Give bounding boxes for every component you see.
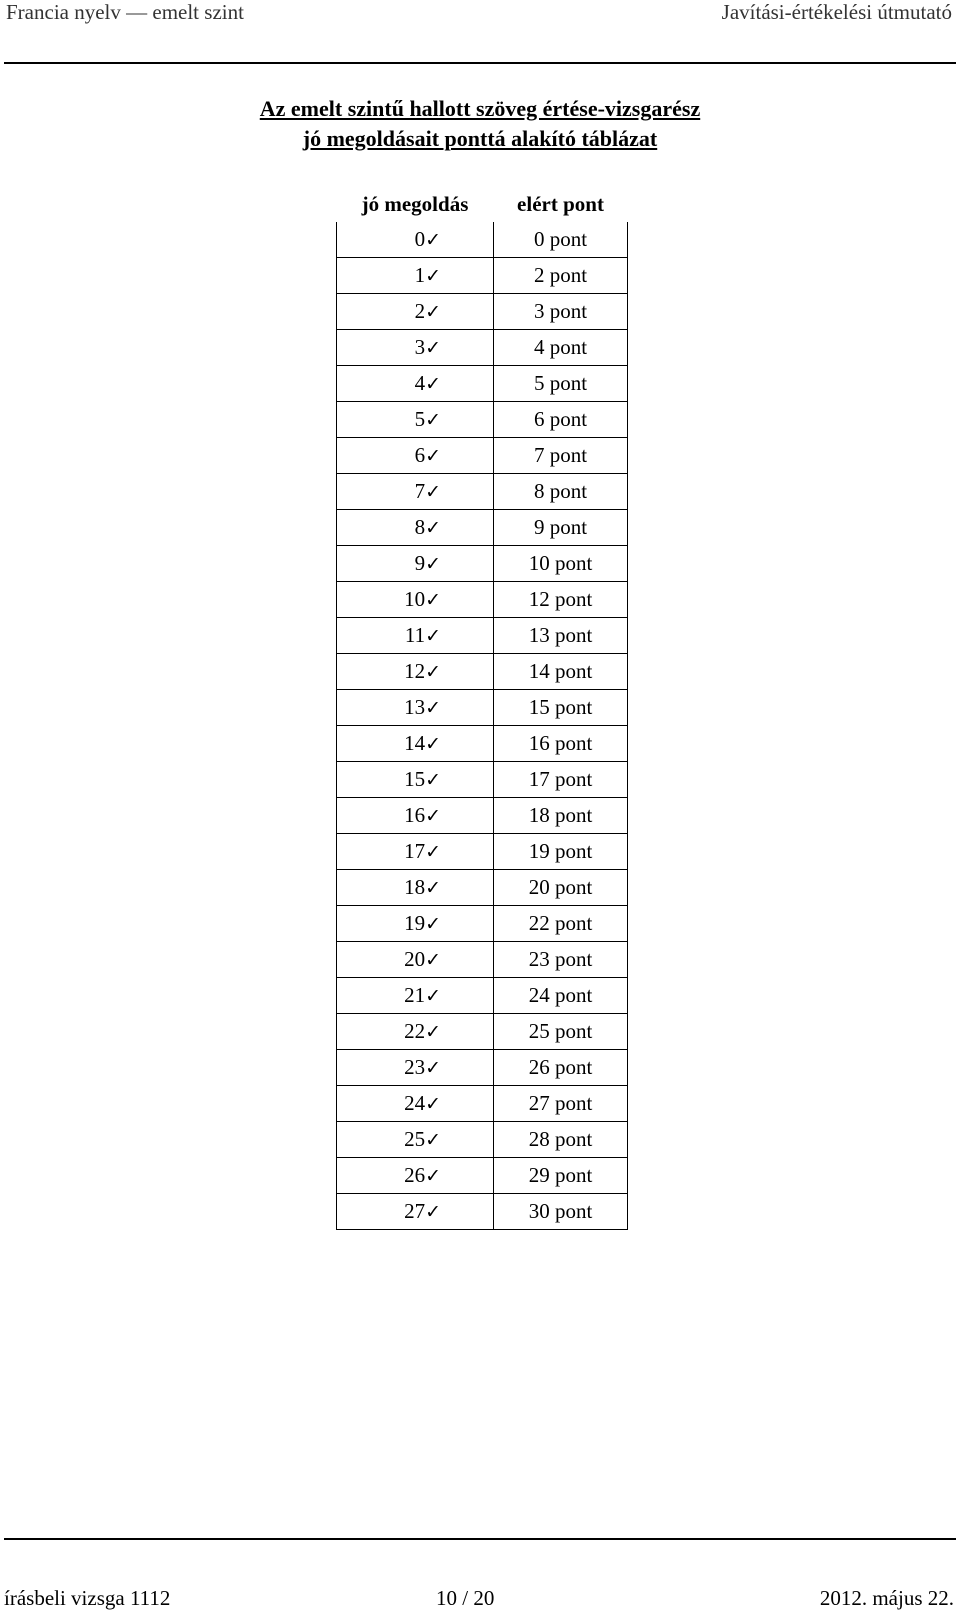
- table-row: [337, 726, 628, 762]
- page-footer: [4, 1538, 956, 1611]
- correct-count: 9: [414, 551, 426, 575]
- checkmark-icon: ✓: [425, 409, 441, 431]
- points-cell: 30 pont: [494, 1194, 628, 1230]
- checkmark-icon: ✓: [425, 805, 441, 827]
- checkmark-icon: ✓: [425, 697, 441, 719]
- points-cell: 17 pont: [494, 762, 628, 798]
- correct-count-cell: [337, 1158, 494, 1194]
- points-cell: 3 pont: [494, 294, 628, 330]
- correct-count: 25: [404, 1127, 426, 1151]
- correct-count-cell: [337, 222, 494, 258]
- table-row: [337, 762, 628, 798]
- table-row: [337, 906, 628, 942]
- table-row: [337, 546, 628, 582]
- points-cell: 22 pont: [494, 906, 628, 942]
- table-row: [337, 1086, 628, 1122]
- correct-count-cell: [337, 762, 494, 798]
- score-conversion-table: [336, 186, 628, 1230]
- correct-count-cell: [337, 654, 494, 690]
- footer-exam-id: írásbeli vizsga 1112: [4, 1586, 171, 1610]
- correct-count-cell: [337, 1194, 494, 1230]
- checkmark-icon: ✓: [425, 1093, 441, 1115]
- correct-count: 16: [404, 803, 426, 827]
- checkmark-icon: ✓: [425, 517, 441, 539]
- correct-count: 14: [404, 731, 426, 755]
- checkmark-icon: ✓: [425, 769, 441, 791]
- correct-count-cell: [337, 438, 494, 474]
- correct-count-cell: [337, 546, 494, 582]
- points-cell: 9 pont: [494, 510, 628, 546]
- correct-count-cell: [337, 1050, 494, 1086]
- checkmark-icon: ✓: [425, 733, 441, 755]
- table-row: [337, 870, 628, 906]
- correct-count: 1: [414, 263, 426, 287]
- correct-count-cell: [337, 330, 494, 366]
- correct-count-cell: [337, 834, 494, 870]
- header-doc-type: Javítási-értékelési útmutató: [721, 0, 952, 24]
- points-cell: 4 pont: [494, 330, 628, 366]
- checkmark-icon: ✓: [425, 589, 441, 611]
- correct-count-cell: [337, 942, 494, 978]
- checkmark-icon: ✓: [425, 1057, 441, 1079]
- checkmark-icon: ✓: [425, 985, 441, 1007]
- checkmark-icon: ✓: [425, 229, 441, 251]
- checkmark-icon: ✓: [425, 661, 441, 683]
- correct-count-cell: [337, 510, 494, 546]
- checkmark-icon: ✓: [425, 625, 441, 647]
- points-cell: 15 pont: [494, 690, 628, 726]
- table-row: [337, 510, 628, 546]
- footer-date: 2012. május 22.: [819, 1586, 954, 1610]
- table-row: [337, 258, 628, 294]
- correct-count: 5: [414, 407, 426, 431]
- points-cell: 2 pont: [494, 258, 628, 294]
- points-cell: 6 pont: [494, 402, 628, 438]
- checkmark-icon: ✓: [425, 553, 441, 575]
- checkmark-icon: ✓: [425, 301, 441, 323]
- table-body: [337, 222, 628, 1230]
- column-header-points: elért pont: [517, 191, 604, 216]
- correct-count: 26: [404, 1163, 426, 1187]
- correct-count: 11: [404, 623, 426, 647]
- correct-count-cell: [337, 366, 494, 402]
- table-row: [337, 834, 628, 870]
- table-row: [337, 942, 628, 978]
- points-cell: 0 pont: [494, 222, 628, 258]
- correct-count: 0: [414, 227, 426, 251]
- points-cell: 13 pont: [494, 618, 628, 654]
- correct-count-cell: [337, 726, 494, 762]
- correct-count: 19: [404, 911, 426, 935]
- checkmark-icon: ✓: [425, 1165, 441, 1187]
- correct-count-cell: [337, 1122, 494, 1158]
- correct-count: 18: [404, 875, 426, 899]
- checkmark-icon: ✓: [425, 337, 441, 359]
- header-subject: Francia nyelv — emelt szint: [6, 0, 244, 24]
- points-cell: 8 pont: [494, 474, 628, 510]
- page-title-line-2: jó megoldásait ponttá alakító táblázat: [302, 126, 658, 151]
- points-cell: 18 pont: [494, 798, 628, 834]
- table-row: [337, 1158, 628, 1194]
- checkmark-icon: ✓: [425, 445, 441, 467]
- correct-count-cell: [337, 618, 494, 654]
- correct-count: 8: [414, 515, 426, 539]
- checkmark-icon: ✓: [425, 877, 441, 899]
- table-row: [337, 654, 628, 690]
- points-cell: 23 pont: [494, 942, 628, 978]
- points-cell: 19 pont: [494, 834, 628, 870]
- correct-count: 4: [414, 371, 426, 395]
- table-row: [337, 1014, 628, 1050]
- page-title-line-1: Az emelt szintű hallott szöveg értése-vizsgarész: [259, 96, 701, 121]
- checkmark-icon: ✓: [425, 913, 441, 935]
- correct-count: 21: [404, 983, 426, 1007]
- table-row: [337, 402, 628, 438]
- checkmark-icon: ✓: [425, 1021, 441, 1043]
- points-cell: 25 pont: [494, 1014, 628, 1050]
- checkmark-icon: ✓: [425, 373, 441, 395]
- table-row: [337, 294, 628, 330]
- points-cell: 29 pont: [494, 1158, 628, 1194]
- correct-count-cell: [337, 402, 494, 438]
- points-cell: 28 pont: [494, 1122, 628, 1158]
- table-row: [337, 1122, 628, 1158]
- correct-count: 15: [404, 767, 426, 791]
- checkmark-icon: ✓: [425, 841, 441, 863]
- points-cell: 16 pont: [494, 726, 628, 762]
- correct-count: 22: [404, 1019, 426, 1043]
- points-cell: 26 pont: [494, 1050, 628, 1086]
- footer-page-number: 10 / 20: [436, 1586, 495, 1610]
- correct-count: 17: [404, 839, 426, 863]
- correct-count: 10: [404, 587, 426, 611]
- correct-count: 3: [414, 335, 426, 359]
- correct-count-cell: [337, 1086, 494, 1122]
- points-cell: 7 pont: [494, 438, 628, 474]
- correct-count-cell: [337, 1014, 494, 1050]
- checkmark-icon: ✓: [425, 949, 441, 971]
- correct-count: 23: [404, 1055, 426, 1079]
- correct-count-cell: [337, 258, 494, 294]
- correct-count-cell: [337, 582, 494, 618]
- correct-count: 13: [404, 695, 426, 719]
- page-header: [4, 0, 956, 64]
- column-header-correct-answers: jó megoldás: [361, 191, 469, 216]
- correct-count-cell: [337, 294, 494, 330]
- points-cell: 27 pont: [494, 1086, 628, 1122]
- correct-count-cell: [337, 798, 494, 834]
- table-row: [337, 474, 628, 510]
- checkmark-icon: ✓: [425, 1201, 441, 1223]
- table-header-row: [337, 186, 628, 222]
- table-row: [337, 1050, 628, 1086]
- checkmark-icon: ✓: [425, 1129, 441, 1151]
- points-cell: 24 pont: [494, 978, 628, 1014]
- table-row: [337, 330, 628, 366]
- table-row: [337, 798, 628, 834]
- points-cell: 12 pont: [494, 582, 628, 618]
- correct-count: 20: [404, 947, 426, 971]
- correct-count-cell: [337, 870, 494, 906]
- correct-count-cell: [337, 690, 494, 726]
- correct-count: 24: [404, 1091, 426, 1115]
- correct-count: 27: [404, 1199, 426, 1223]
- correct-count-cell: [337, 906, 494, 942]
- correct-count: 6: [414, 443, 426, 467]
- checkmark-icon: ✓: [425, 265, 441, 287]
- table-row: [337, 582, 628, 618]
- correct-count: 12: [404, 659, 426, 683]
- checkmark-icon: ✓: [425, 481, 441, 503]
- points-cell: 10 pont: [494, 546, 628, 582]
- points-cell: 20 pont: [494, 870, 628, 906]
- points-cell: 5 pont: [494, 366, 628, 402]
- table-row: [337, 438, 628, 474]
- table-row: [337, 222, 628, 258]
- table-row: [337, 366, 628, 402]
- points-cell: 14 pont: [494, 654, 628, 690]
- table-row: [337, 1194, 628, 1230]
- correct-count-cell: [337, 978, 494, 1014]
- correct-count: 7: [414, 479, 426, 503]
- correct-count: 2: [414, 299, 426, 323]
- table-row: [337, 618, 628, 654]
- table-row: [337, 690, 628, 726]
- correct-count-cell: [337, 474, 494, 510]
- table-row: [337, 978, 628, 1014]
